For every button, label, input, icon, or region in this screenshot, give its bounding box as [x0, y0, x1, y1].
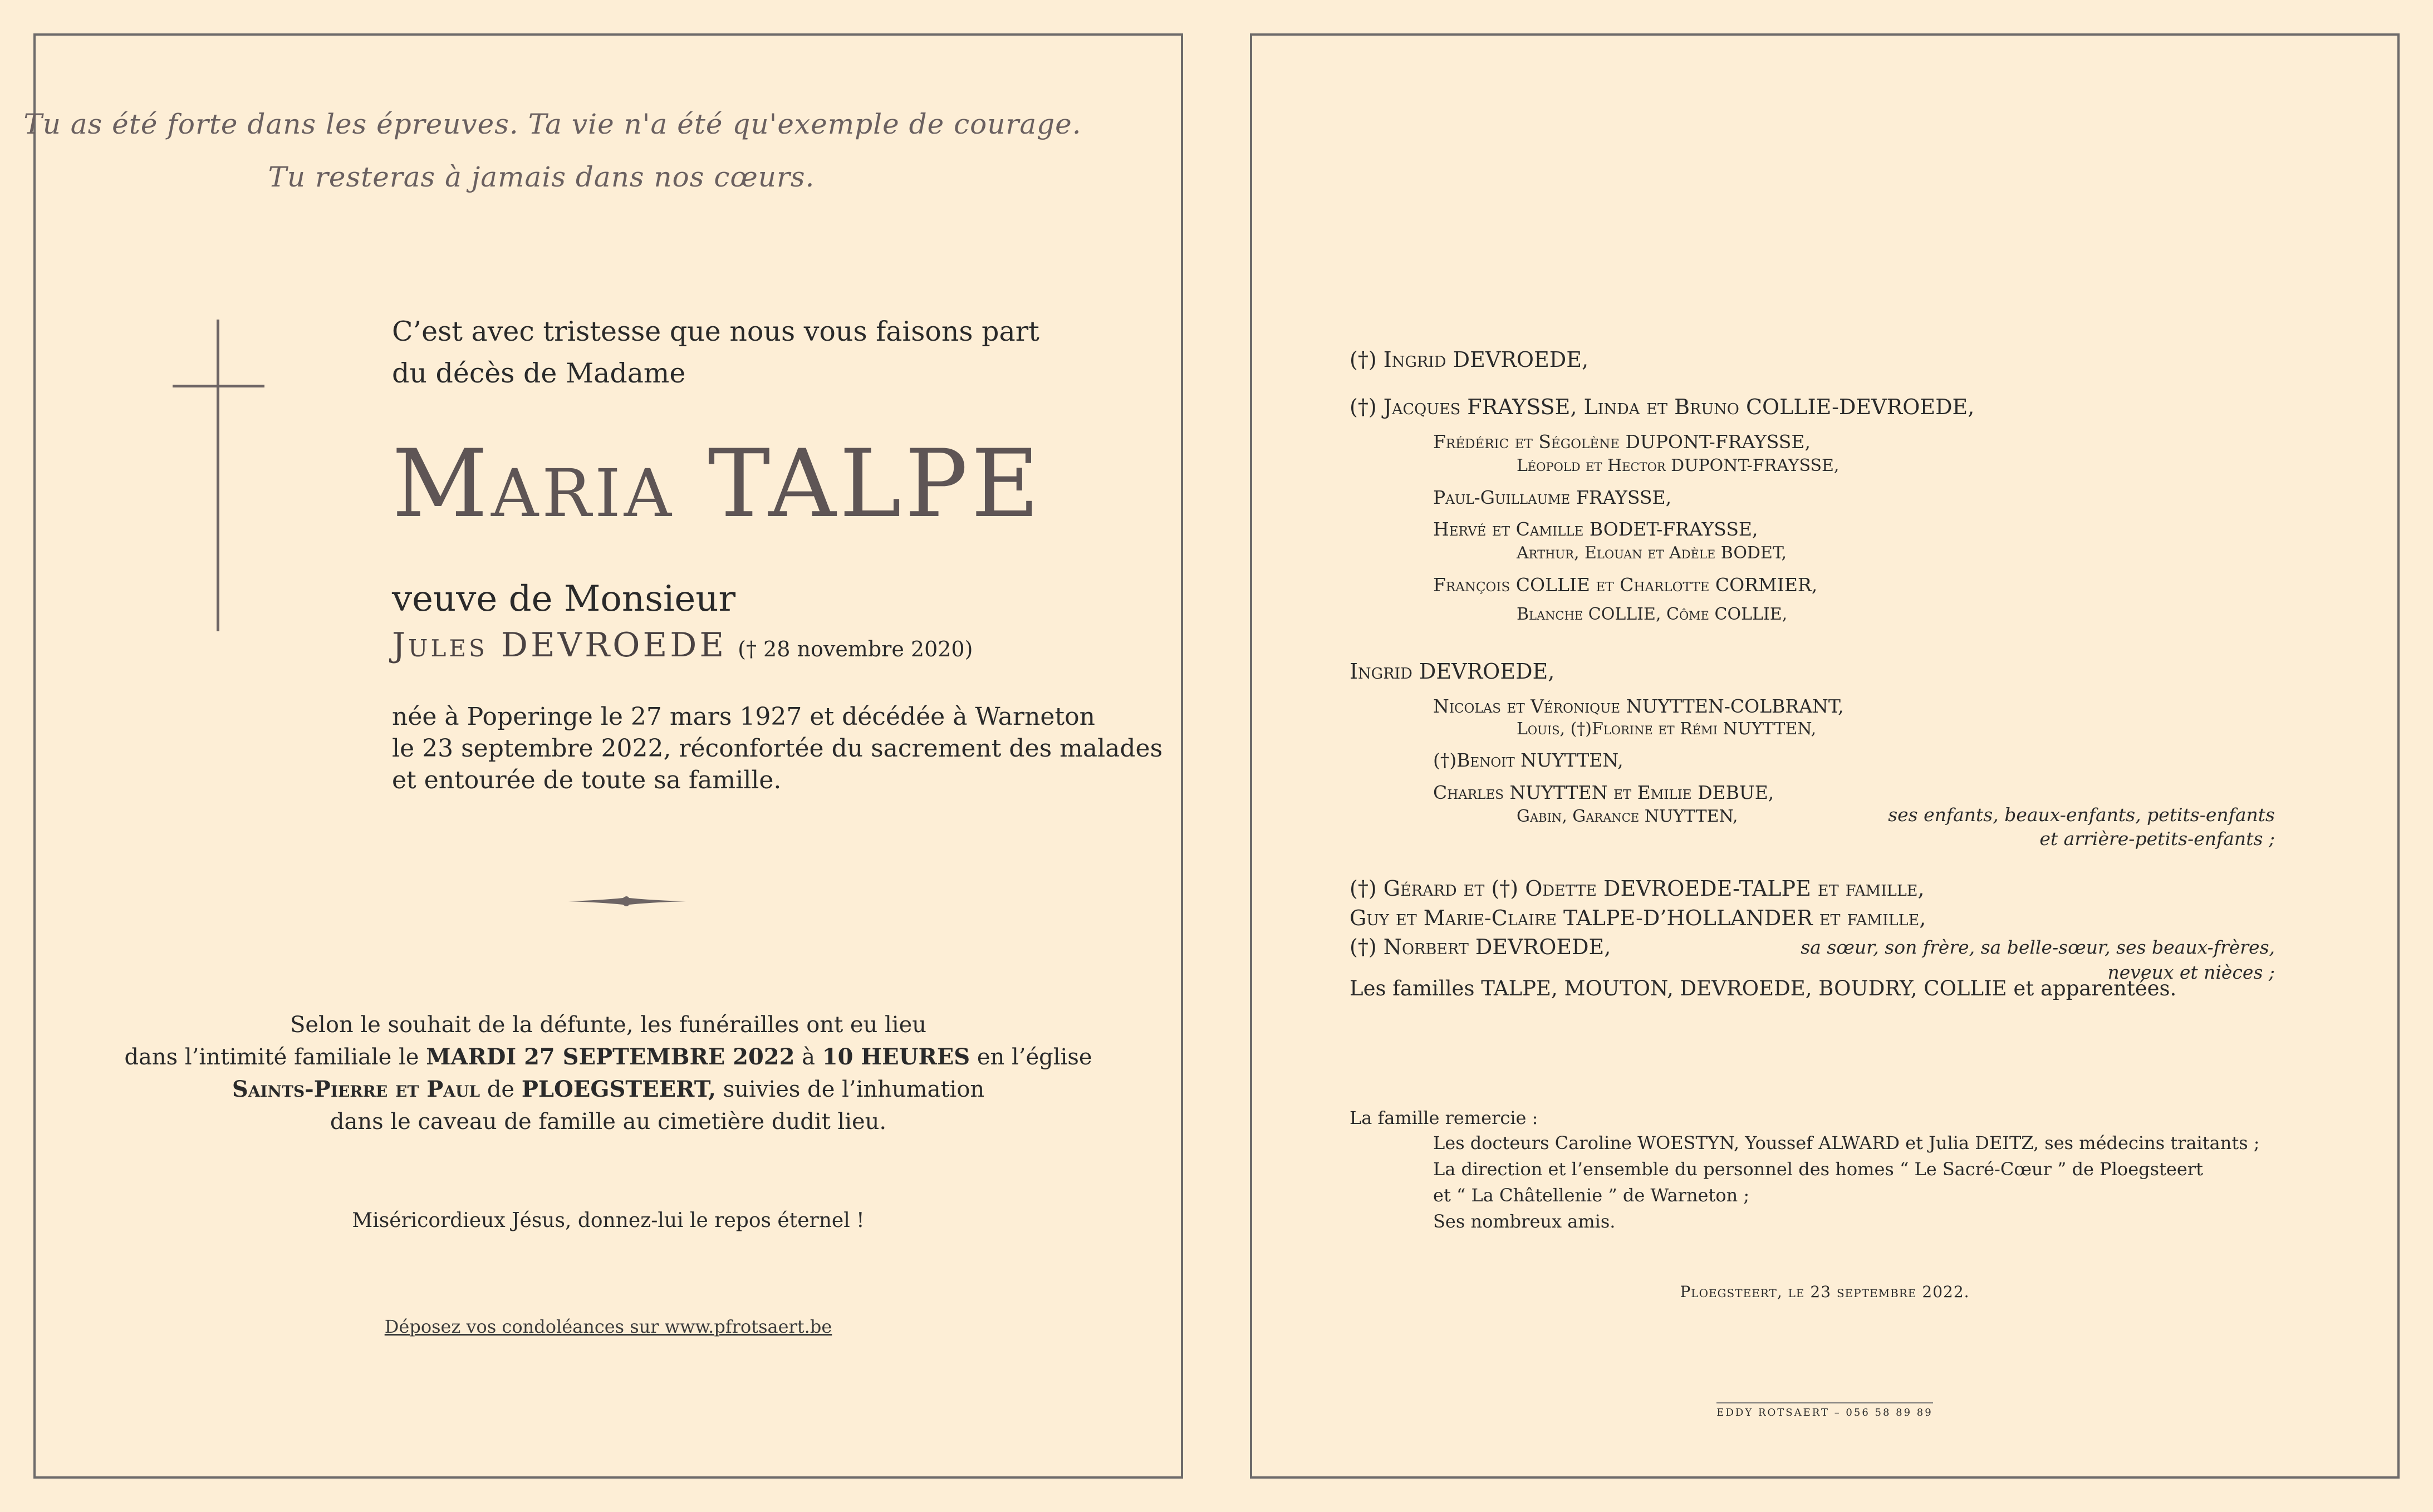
thanks-line: La direction et l’ensemble du personnel des homes “ Le Sacré-Cœur ” de Ploegsteert: [1433, 1158, 2203, 1180]
funeral-time: 10 HEURES: [822, 1044, 970, 1070]
family-line: (†) Gérard et (†) Odette DEVROEDE-TALPE et famille,: [1350, 876, 1925, 901]
family-line: Louis, (†)Florine et Rémi NUYTTEN,: [1517, 719, 1817, 739]
family-line: Charles NUYTTEN et Emilie DEBUE,: [1433, 782, 1774, 803]
thanks-line: Les docteurs Caroline WOESTYN, Youssef ALWARD et Julia DEITZ, ses médecins traitants ;: [1433, 1132, 2260, 1153]
prayer: Miséricordieux Jésus, donnez-lui le repos éternel !: [352, 1209, 865, 1232]
funeral-text: suivies de l’inhumation: [716, 1077, 985, 1102]
families-line: Les familles TALPE, MOUTON, DEVROEDE, BOUDRY, COLLIE et apparentées.: [1350, 976, 2177, 1000]
place-date: Ploegsteert, le 23 septembre 2022.: [1680, 1283, 1970, 1301]
family-line: (†)Benoit NUYTTEN,: [1433, 749, 1623, 771]
widow-line: [392, 626, 973, 665]
widow-title: veuve de Monsieur: [392, 578, 736, 620]
funeral-text: en l’église: [970, 1044, 1092, 1070]
funeral-line-2: [36, 1041, 1181, 1073]
family-line: Ingrid DEVROEDE,: [1350, 659, 1555, 684]
ornament-divider-icon: [567, 893, 687, 910]
funeral-home-footer: [1252, 1402, 2397, 1418]
family-line: Paul-Guillaume FRAYSSE,: [1433, 487, 1672, 508]
intro-line-2: du décès de Madame: [392, 357, 686, 389]
thanks-line: et “ La Châtellenie ” de Warneton ;: [1433, 1185, 1750, 1206]
relationship-label: ses enfants, beaux-enfants, petits-enfants: [1888, 804, 2275, 826]
funeral-text: de: [480, 1077, 522, 1102]
relationship-label: et arrière-petits-enfants ;: [2039, 828, 2275, 850]
funeral-line-3: [36, 1073, 1181, 1106]
church-name: Saints-Pierre et Paul: [232, 1076, 480, 1102]
family-line: François COLLIE et Charlotte CORMIER,: [1433, 574, 1818, 596]
epigraph-line-1: Tu as été forte dans les épreuves. Ta vie n'a été qu'exemple de courage.: [23, 108, 1082, 140]
birth-line-1: née à Poperinge le 27 mars 1927 et décédée à Warneton: [392, 703, 1095, 731]
family-line: Guy et Marie-Claire TALPE-D’HOLLANDER et famille,: [1350, 906, 1926, 930]
deceased-name: [392, 429, 1043, 538]
relationship-label: sa sœur, son frère, sa belle-sœur, ses beaux-frères,: [1801, 936, 2275, 958]
birth-line-2: le 23 septembre 2022, réconfortée du sacrement des malades: [392, 734, 1163, 763]
funeral-line-4: dans le caveau de famille au cimetière dudit lieu.: [330, 1109, 887, 1135]
thanks-title: La famille remercie :: [1350, 1107, 1538, 1128]
family-line: (†) Ingrid DEVROEDE,: [1350, 347, 1589, 372]
thanks-line: Ses nombreux amis.: [1433, 1211, 1616, 1232]
epigraph-line-2: Tu resteras à jamais dans nos cœurs.: [268, 161, 815, 193]
family-line: Nicolas et Véronique NUYTTEN-COLBRANT,: [1433, 695, 1844, 717]
family-line: Gabin, Garance NUYTTEN,: [1517, 807, 1738, 826]
family-line: Blanche COLLIE, Côme COLLIE,: [1517, 605, 1788, 624]
right-page: [1250, 33, 2400, 1479]
funeral-text: à: [794, 1044, 822, 1070]
family-line: Hervé et Camille BODET-FRAYSSE,: [1433, 518, 1758, 540]
condolences-link[interactable]: Déposez vos condoléances sur www.pfrotsaert.be: [384, 1316, 832, 1337]
family-line: Arthur, Elouan et Adèle BODET,: [1517, 543, 1787, 563]
husband-death-date: († 28 novembre 2020): [738, 637, 973, 661]
family-line: (†) Jacques FRAYSSE, Linda et Bruno COLLIE-DEVROEDE,: [1350, 395, 1975, 419]
intro-line-1: C’est avec tristesse que nous vous faisons part: [392, 316, 1039, 347]
left-page: [23, 33, 1183, 1479]
funeral-line-1: Selon le souhait de la défunte, les funérailles ont eu lieu: [290, 1012, 927, 1038]
deceased-first-name: Maria: [392, 429, 675, 538]
family-line: (†) Norbert DEVROEDE,: [1350, 935, 1611, 959]
funeral-home-text: EDDY ROTSAERT – 056 58 89 89: [1716, 1402, 1932, 1418]
family-line: Léopold et Hector DUPONT-FRAYSSE,: [1517, 456, 1840, 475]
funeral-text: dans l’intimité familiale le: [124, 1044, 426, 1070]
relationship-label: neveux et nièces ;: [2107, 961, 2275, 983]
family-line: Frédéric et Ségolène DUPONT-FRAYSSE,: [1433, 431, 1811, 453]
funeral-town: PLOEGSTEERT,: [521, 1076, 716, 1102]
birth-line-3: et entourée de toute sa famille.: [392, 766, 782, 794]
deceased-last-name: TALPE: [708, 429, 1043, 538]
husband-name: Jules DEVROEDE: [392, 626, 727, 665]
funeral-date: MARDI 27 SEPTEMBRE 2022: [426, 1044, 795, 1070]
